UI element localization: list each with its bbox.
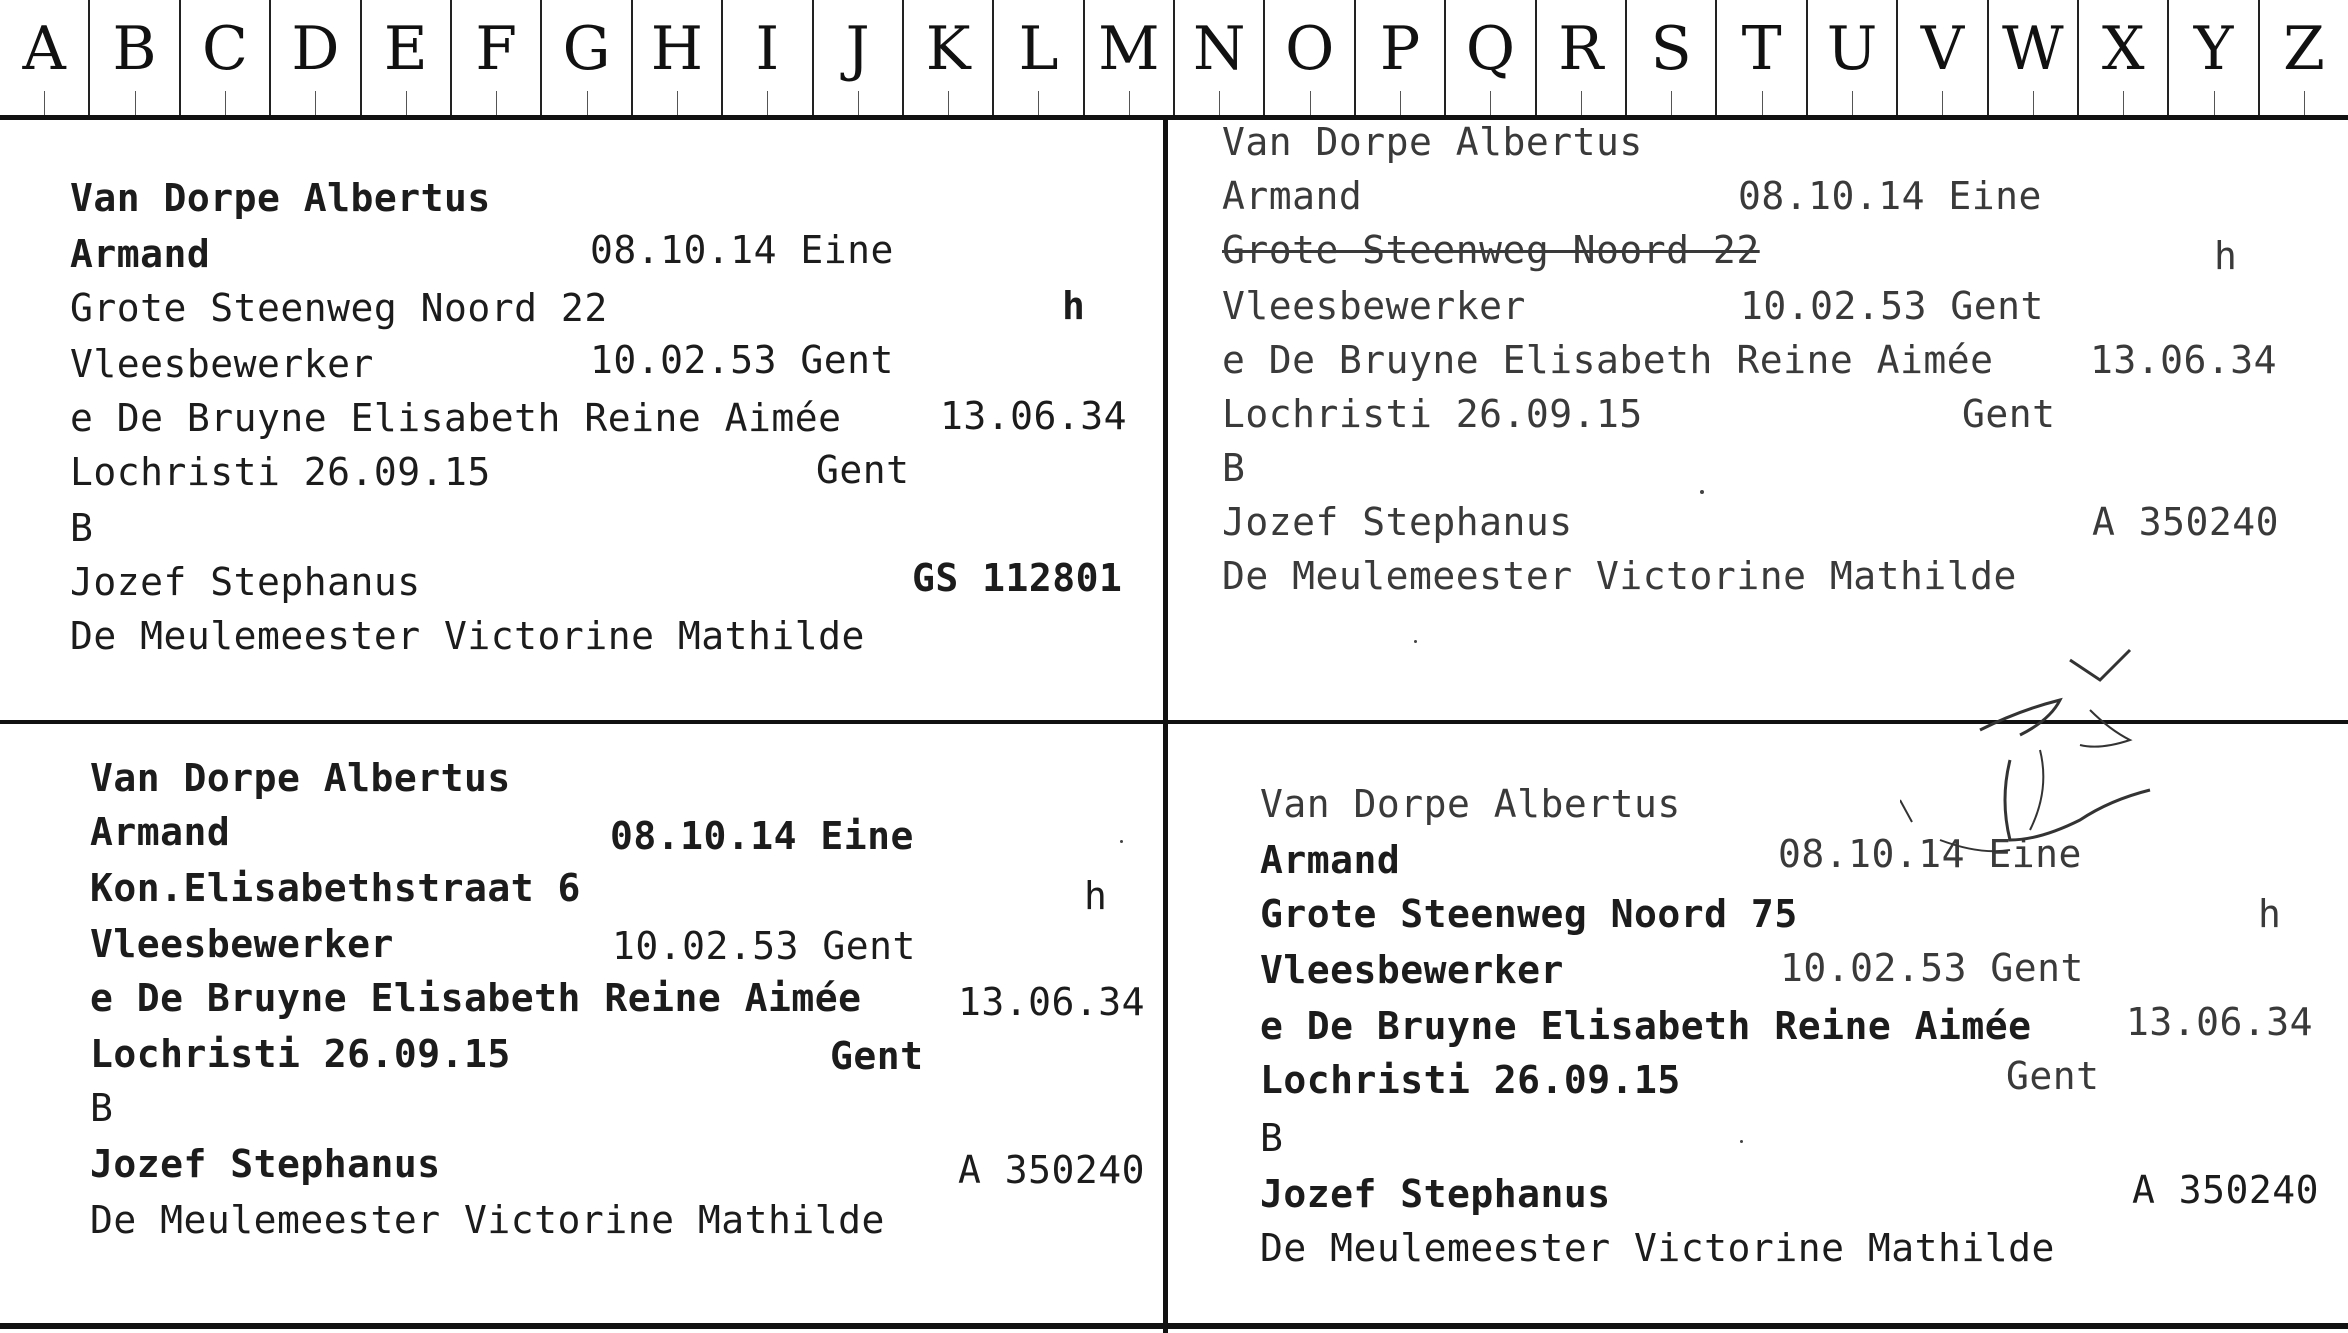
alphabet-tab-y [2169,0,2259,115]
card-sex: h [2258,892,2282,936]
card-father: Jozef Stephanus [90,1142,441,1186]
card-id-number: A 350240 [2132,1168,2320,1212]
alphabet-tab-g [542,0,632,115]
card-mother: De Meulemeester Victorine Mathilde [1222,554,2017,598]
index-card-bottom-left [0,724,1163,1324]
card-spouse-date: 13.06.34 [958,980,1146,1024]
card-nationality: B [1222,446,1246,490]
card-occupation: Vleesbewerker [70,342,374,386]
card-registration-date: 10.02.53 Gent [612,924,916,968]
alphabet-tab-k [904,0,994,115]
alphabet-tab-z [2260,0,2348,115]
alphabet-letter: F [475,14,517,84]
alphabet-tab-q [1446,0,1536,115]
card-father: Jozef Stephanus [70,560,421,604]
alphabet-tab-m [1085,0,1175,115]
card-id-number: A 350240 [958,1148,1146,1192]
card-given-name: Armand [70,232,211,276]
card-spouse-birth: Lochristi 26.09.15 [90,1032,511,1076]
alphabet-tab-j [814,0,904,115]
card-spouse-place: Gent [2006,1054,2100,1098]
card-mother: De Meulemeester Victorine Mathilde [1260,1226,2055,1270]
alphabet-tab-t [1717,0,1807,115]
card-spouse-birth: Lochristi 26.09.15 [1222,392,1643,436]
alphabet-letter: T [1741,14,1782,84]
card-mother: De Meulemeester Victorine Mathilde [90,1198,885,1242]
alphabet-tab-n [1175,0,1265,115]
alphabet-letter: V [1920,14,1965,84]
card-id-number: A 350240 [2092,500,2280,544]
card-birth: 08.10.14 Eine [1738,174,2042,218]
card-name: Van Dorpe Albertus [1222,120,1643,164]
alphabet-letter: H [650,14,704,84]
card-spouse: e De Bruyne Elisabeth Reine Aimée [1260,1004,2032,1048]
alphabet-letter: D [291,14,340,84]
alphabet-tab-c [181,0,271,115]
alphabet-tab-h [633,0,723,115]
card-spouse: e De Bruyne Elisabeth Reine Aimée [1222,338,1994,382]
alphabet-tab-b [90,0,180,115]
card-registration-date: 10.02.53 Gent [1740,284,2044,328]
paper-speck [1414,640,1417,643]
alphabet-tab-a [0,0,90,115]
paper-speck [1120,840,1123,843]
card-sex: h [1062,284,1086,328]
alphabet-tab-u [1808,0,1898,115]
index-card-top-right [1168,120,2348,720]
alphabet-index-strip [0,0,2348,120]
paper-speck [1740,1140,1743,1143]
card-occupation: Vleesbewerker [1222,284,1526,328]
alphabet-tab-o [1265,0,1355,115]
index-card-grid [0,120,2348,1333]
alphabet-letter: I [755,14,780,84]
card-mother: De Meulemeester Victorine Mathilde [70,614,865,658]
alphabet-letter: N [1193,14,1246,84]
card-given-name: Armand [1260,838,1401,882]
card-nationality: B [70,506,94,550]
card-address: Grote Steenweg Noord 75 [1260,892,1798,936]
card-spouse-place: Gent [816,448,910,492]
alphabet-letter: Y [2193,14,2234,84]
index-card-top-left [0,120,1163,720]
card-spouse: e De Bruyne Elisabeth Reine Aimée [90,976,862,1020]
card-given-name: Armand [90,810,231,854]
card-nationality: B [90,1086,114,1130]
card-spouse-date: 13.06.34 [2126,1000,2314,1044]
alphabet-letter: P [1379,14,1421,84]
card-father: Jozef Stephanus [1222,500,1573,544]
card-name: Van Dorpe Albertus [1260,782,1681,826]
card-spouse-place: Gent [1962,392,2056,436]
card-sex: h [2214,234,2238,278]
card-spouse: e De Bruyne Elisabeth Reine Aimée [70,396,842,440]
alphabet-tab-e [362,0,452,115]
card-registration-date: 10.02.53 Gent [1780,946,2084,990]
alphabet-tab-v [1898,0,1988,115]
alphabet-letter: O [1285,14,1335,84]
card-birth: 08.10.14 Eine [1778,832,2082,876]
card-spouse-date: 13.06.34 [2090,338,2278,382]
alphabet-tab-p [1356,0,1446,115]
card-nationality: B [1260,1116,1284,1160]
handwritten-scribble [1900,640,2300,1040]
alphabet-letter: L [1018,14,1059,84]
card-spouse-date: 13.06.34 [940,394,1128,438]
paper-speck [1700,490,1704,494]
alphabet-letter: C [202,14,248,84]
card-occupation: Vleesbewerker [90,922,394,966]
card-father: Jozef Stephanus [1260,1172,1611,1216]
card-occupation: Vleesbewerker [1260,948,1564,992]
card-address: Kon.Elisabethstraat 6 [90,866,581,910]
card-name: Van Dorpe Albertus [90,756,511,800]
alphabet-tab-l [994,0,1084,115]
alphabet-letter: Q [1465,14,1516,84]
alphabet-tab-w [1989,0,2079,115]
card-spouse-birth: Lochristi 26.09.15 [70,450,491,494]
alphabet-tab-f [452,0,542,115]
alphabet-letter: Z [2283,14,2325,84]
alphabet-letter: W [2001,14,2064,84]
card-registration-date: 10.02.53 Gent [590,338,894,382]
card-given-name: Armand [1222,174,1363,218]
alphabet-letter: E [383,14,428,84]
card-id-number: GS 112801 [912,556,1123,600]
alphabet-letter: K [925,14,971,84]
alphabet-letter: B [112,14,157,84]
card-name: Van Dorpe Albertus [70,176,491,220]
alphabet-tab-x [2079,0,2169,115]
alphabet-letter: G [562,14,611,84]
alphabet-letter: R [1558,14,1604,84]
alphabet-letter: J [845,14,870,84]
alphabet-letter: A [22,14,66,84]
card-spouse-place: Gent [830,1034,924,1078]
card-birth: 08.10.14 Eine [590,228,894,272]
alphabet-letter: S [1650,14,1692,84]
alphabet-letter: X [2101,14,2145,84]
alphabet-letter: U [1826,14,1878,84]
card-address-struck: Grote Steenweg Noord 22 [1222,228,1760,272]
card-spouse-birth: Lochristi 26.09.15 [1260,1058,1681,1102]
card-address: Grote Steenweg Noord 22 [70,286,608,330]
alphabet-tab-d [271,0,361,115]
card-sex: h [1084,874,1108,918]
alphabet-tab-r [1537,0,1627,115]
alphabet-tab-i [723,0,813,115]
alphabet-letter: M [1098,14,1160,84]
alphabet-tab-s [1627,0,1717,115]
card-birth: 08.10.14 Eine [610,814,914,858]
